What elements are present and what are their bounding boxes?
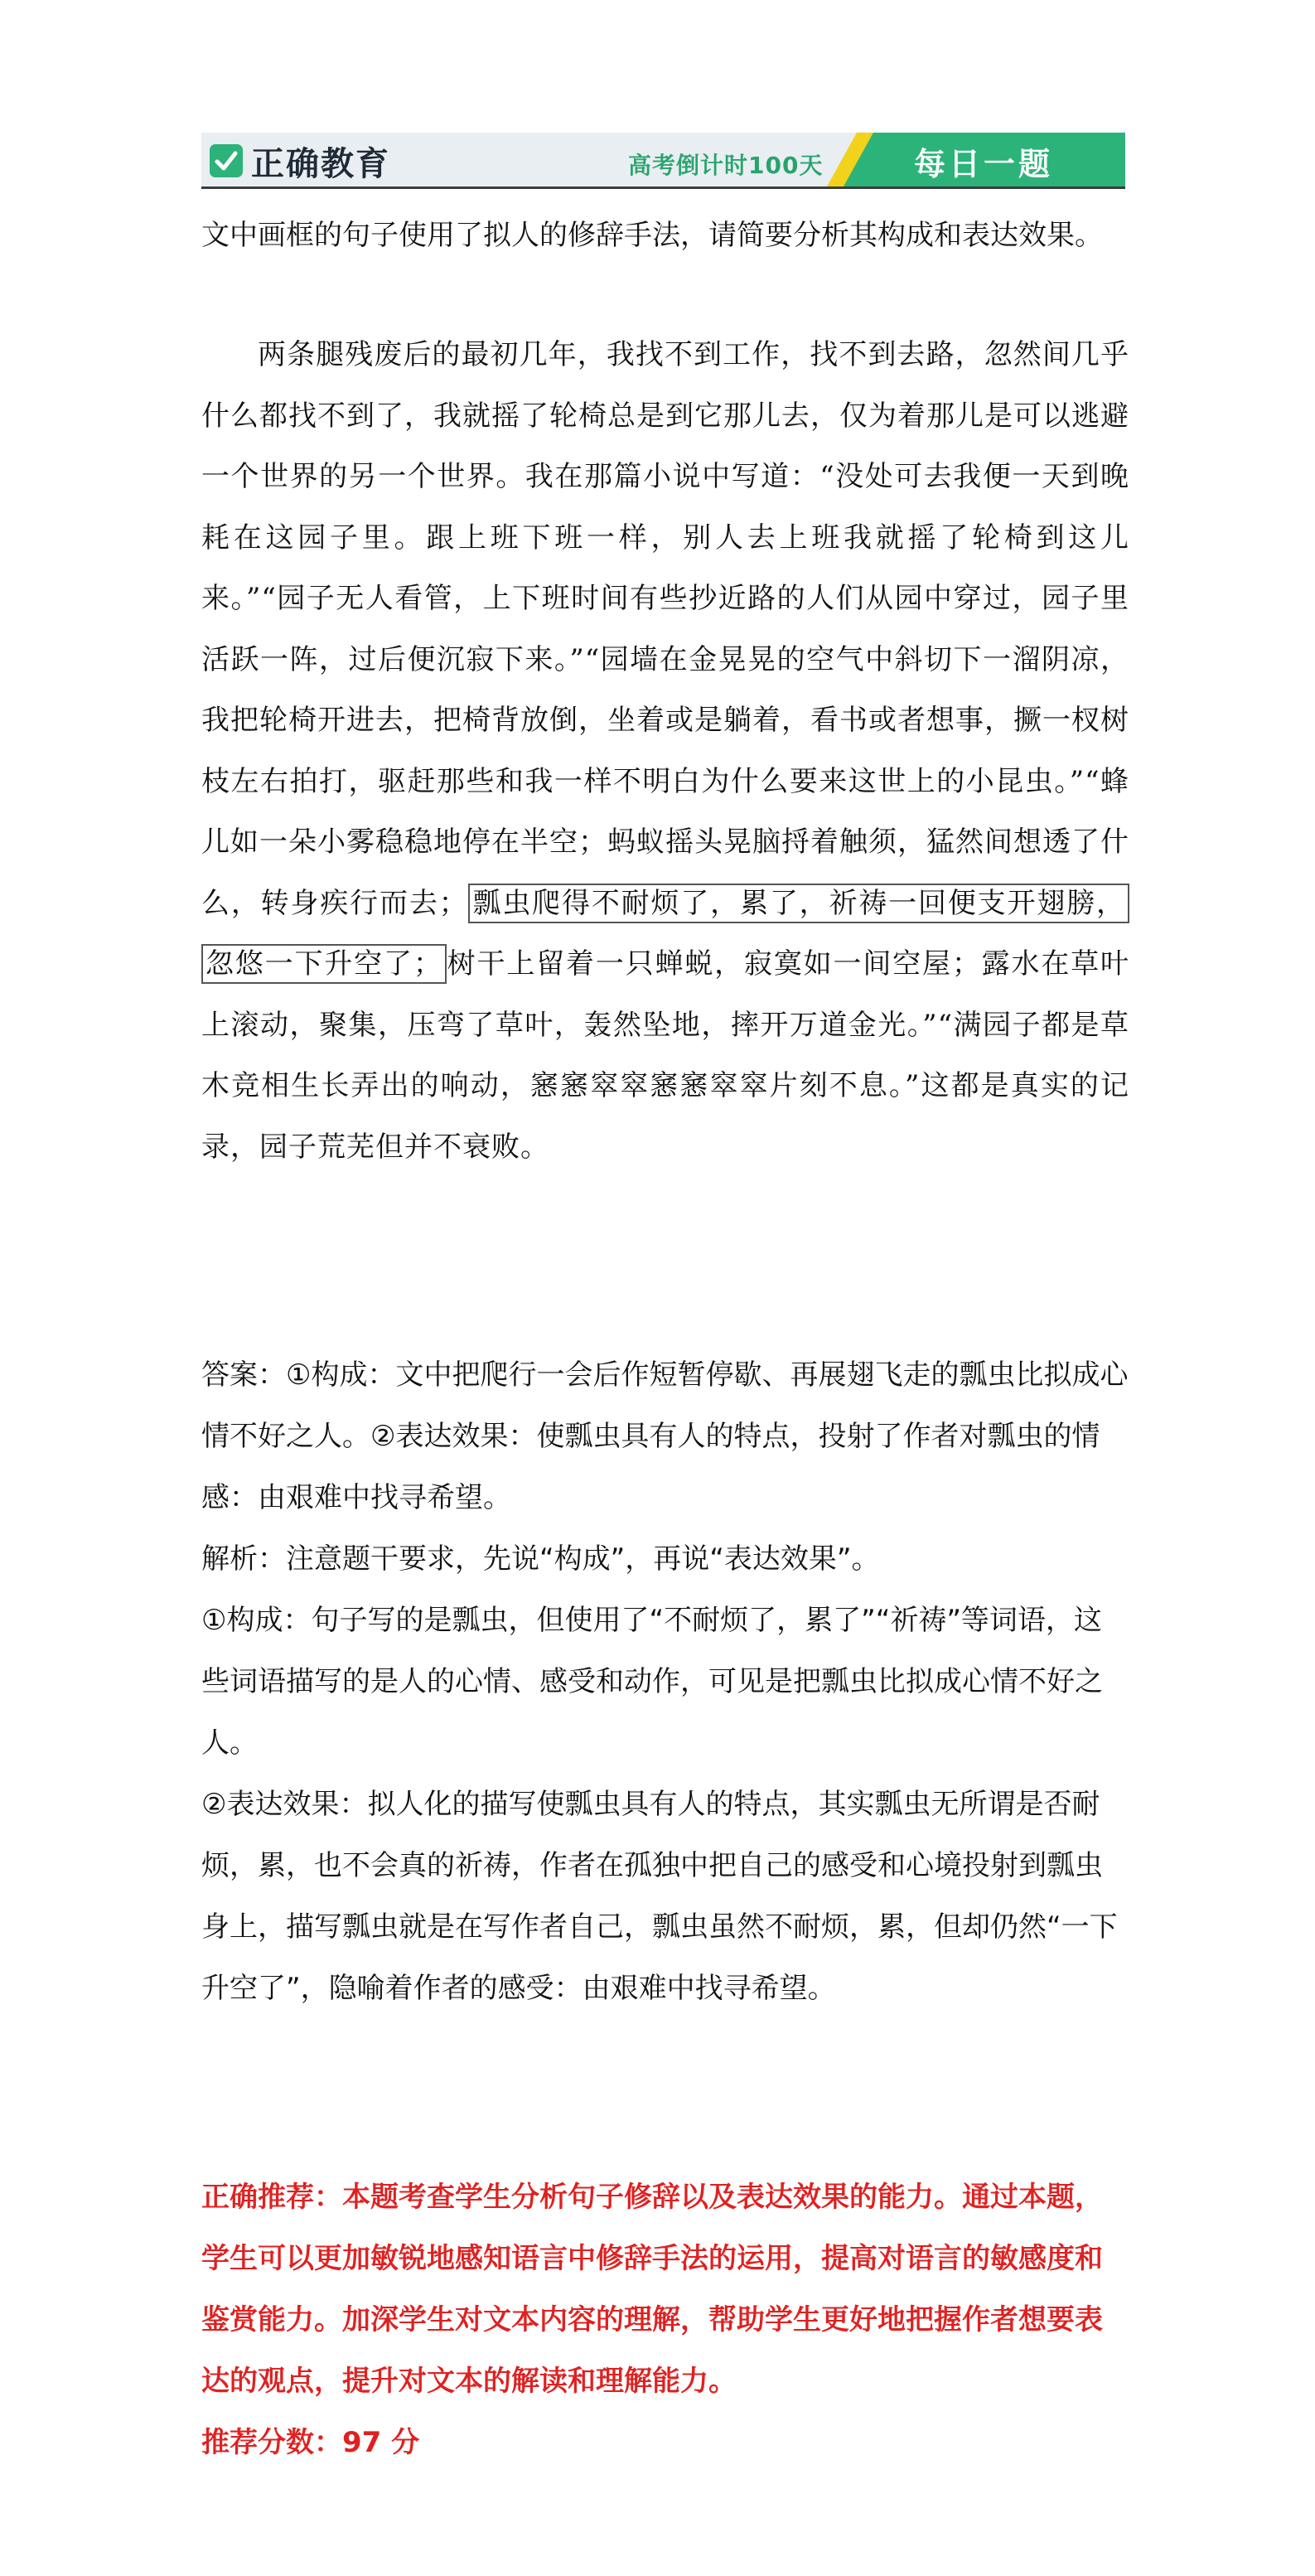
brand-logo: [210, 138, 390, 184]
passage-after-box: 树干上留着一只蝉蜕，寂寞如一间空屋；露水在草叶上滚动，聚集，压弯了草叶，轰然坠地，摔开万道金光。”“满园子都是草木竞相生长弄出的响动，窸窸窣窣窸窸窣窣片刻不息。”这都是真实的记录，园子荒芜但并不衰败。: [201, 947, 1130, 1164]
question-text: 文中画框的句子使用了拟人的修辞手法，请简要分析其构成和表达效果。: [201, 219, 1103, 252]
boxed-sentence-part1: 瓢虫爬得不耐烦了，累了，祈祷一回便支开翅膀，: [468, 884, 1129, 923]
header-banner: [201, 133, 1125, 189]
check-icon: [210, 144, 243, 177]
answer-section: [201, 1344, 1129, 2019]
recommendation-score: 推荐分数：97 分: [201, 2426, 420, 2459]
recommendation-section: [201, 2167, 1129, 2473]
countdown-label: 高考倒计时100天: [628, 152, 824, 179]
daily-question-label: 每日一题: [914, 146, 1054, 182]
brand-name: 正确教育: [251, 144, 390, 183]
passage-text: [201, 325, 1129, 1178]
analysis-intro: 解析：注意题干要求，先说“构成”，再说“表达效果”。: [201, 1542, 880, 1576]
banner-underline: [201, 186, 1125, 189]
daily-question-tab: [827, 133, 1125, 186]
boxed-sentence-part2: 忽悠一下升空了；: [201, 944, 447, 984]
passage-before-box: 两条腿残废后的最初几年，我找不到工作，找不到去路，忽然间几乎什么都找不到了，我就摇了轮椅总是到它那儿去，仅为着那儿是可以逃避一个世界的另一个世界。我在那篇小说中写道：“没处可去我便一天到晚耗在这园子里。跟上班下班一样，别人去上班我就摇了轮椅到这儿来。”“园子无人看管，上下班时间有些抄近路的人们从园中穿过，园子里活跃一阵，过后便沉寂下来。”“园墙在金晃晃的空气中斜切下一溜阴凉，我把轮椅开进去，把椅背放倒，坐着或是躺着，看书或者想事，撅一杈树枝左右拍打，驱赶那些和我一样不明白为什么要来这世上的小昆虫。”“蜂儿如一朵小雾稳稳地停在半空；蚂蚁摇头晃脑捋着触须，猛然间想透了什么，转身疾行而去；: [201, 338, 1129, 920]
recommendation-text: 正确推荐：本题考查学生分析句子修辞以及表达效果的能力。通过本题，学生可以更加敏锐地感知语言中修辞手法的运用，提高对语言的敏感度和鉴赏能力。加深学生对文本内容的理解，帮助学生更好地把握作者想要表达的观点，提升对文本的解读和理解能力。: [201, 2181, 1103, 2398]
analysis-point-1: ①构成：句子写的是瓢虫，但使用了“不耐烦了，累了”“祈祷”等词语，这些词语描写的是人的心情、感受和动作，可见是把瓢虫比拟成心情不好之人。: [201, 1604, 1103, 1760]
analysis-point-2: ②表达效果：拟人化的描写使瓢虫具有人的特点，其实瓢虫无所谓是否耐烦，累，也不会真的祈祷，作者在孤独中把自己的感受和心境投射到瓢虫身上，描写瓢虫就是在写作者自己，瓢虫虽然不耐烦，累，但却仍然“一下升空了”，隐喻着作者的感受：由艰难中找寻希望。: [201, 1788, 1118, 2005]
answer-text: 答案：①构成：文中把爬行一会后作短暂停歇、再展翅飞走的瓢虫比拟成心情不好之人。②表达效果：使瓢虫具有人的特点，投射了作者对瓢虫的情感：由艰难中找寻希望。: [201, 1358, 1129, 1514]
